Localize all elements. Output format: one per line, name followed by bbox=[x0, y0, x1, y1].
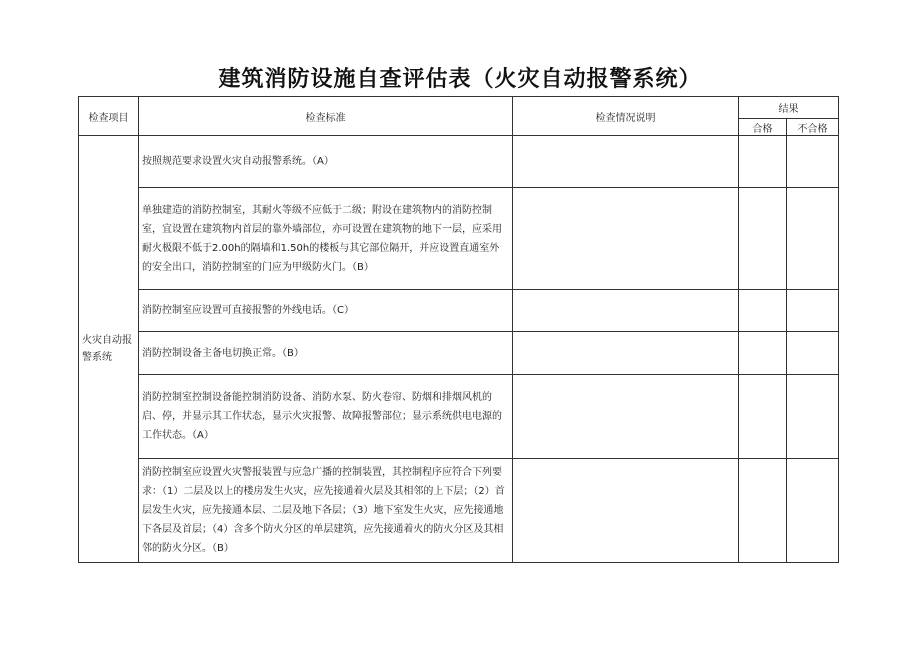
pass-cell[interactable] bbox=[739, 375, 787, 459]
page-title: 建筑消防设施自查评估表（火灾自动报警系统） bbox=[218, 67, 702, 92]
standard-cell: 按照规范要求设置火灾自动报警系统。（A） bbox=[139, 136, 513, 188]
pass-cell[interactable] bbox=[739, 188, 787, 290]
situation-cell[interactable] bbox=[513, 332, 739, 375]
header-fail: 不合格 bbox=[787, 119, 839, 136]
header-situation: 检查情况说明 bbox=[513, 97, 739, 136]
fail-cell[interactable] bbox=[787, 188, 839, 290]
standard-cell: 消防控制室应设置火灾警报装置与应急广播的控制装置，其控制程序应符合下列要求：（1）二层及以上的楼房发生火灾，应先接通着火层及其相邻的上下层；（2）首层发生火灾，应先接通本层、二层及地下各层；（3）地下室发生火灾，应先接通地下各层及首层；（4）含多个防火分区的单层建筑，应先接通着火的防火分区及其相邻的防火分区。（B） bbox=[139, 459, 513, 563]
fail-cell[interactable] bbox=[787, 290, 839, 332]
header-item: 检查项目 bbox=[79, 97, 139, 136]
table-row bbox=[79, 136, 839, 188]
fail-cell[interactable] bbox=[787, 375, 839, 459]
inspection-table bbox=[78, 96, 839, 563]
category-cell: 火灾自动报警系统 bbox=[79, 136, 139, 563]
situation-cell[interactable] bbox=[513, 188, 739, 290]
fail-cell[interactable] bbox=[787, 332, 839, 375]
pass-cell[interactable] bbox=[739, 136, 787, 188]
situation-cell[interactable] bbox=[513, 290, 739, 332]
table-row bbox=[79, 290, 839, 332]
header-standard: 检查标准 bbox=[139, 97, 513, 136]
table-row bbox=[79, 375, 839, 459]
standard-cell: 消防控制室应设置可直接报警的外线电话。（C） bbox=[139, 290, 513, 332]
situation-cell[interactable] bbox=[513, 136, 739, 188]
pass-cell[interactable] bbox=[739, 332, 787, 375]
situation-cell[interactable] bbox=[513, 375, 739, 459]
pass-cell[interactable] bbox=[739, 290, 787, 332]
fail-cell[interactable] bbox=[787, 459, 839, 563]
fail-cell[interactable] bbox=[787, 136, 839, 188]
table-row bbox=[79, 459, 839, 563]
header-result: 结果 bbox=[739, 97, 839, 119]
standard-cell: 消防控制设备主备电切换正常。（B） bbox=[139, 332, 513, 375]
standard-cell: 单独建造的消防控制室，其耐火等级不应低于二级；附设在建筑物内的消防控制室，宜设置在建筑物内首层的靠外墙部位，亦可设置在建筑物的地下一层，应采用耐火极限不低于2.00h的隔墙和1.50h的楼板与其它部位隔开，并应设置直通室外的安全出口，消防控制室的门应为甲级防火门。（B） bbox=[139, 188, 513, 290]
table-row bbox=[79, 332, 839, 375]
situation-cell[interactable] bbox=[513, 459, 739, 563]
table-row bbox=[79, 188, 839, 290]
standard-cell: 消防控制室控制设备能控制消防设备、消防水泵、防火卷帘、防烟和排烟风机的启、停，并显示其工作状态，显示火灾报警、故障报警部位；显示系统供电电源的工作状态。（A） bbox=[139, 375, 513, 459]
header-pass: 合格 bbox=[739, 119, 787, 136]
pass-cell[interactable] bbox=[739, 459, 787, 563]
